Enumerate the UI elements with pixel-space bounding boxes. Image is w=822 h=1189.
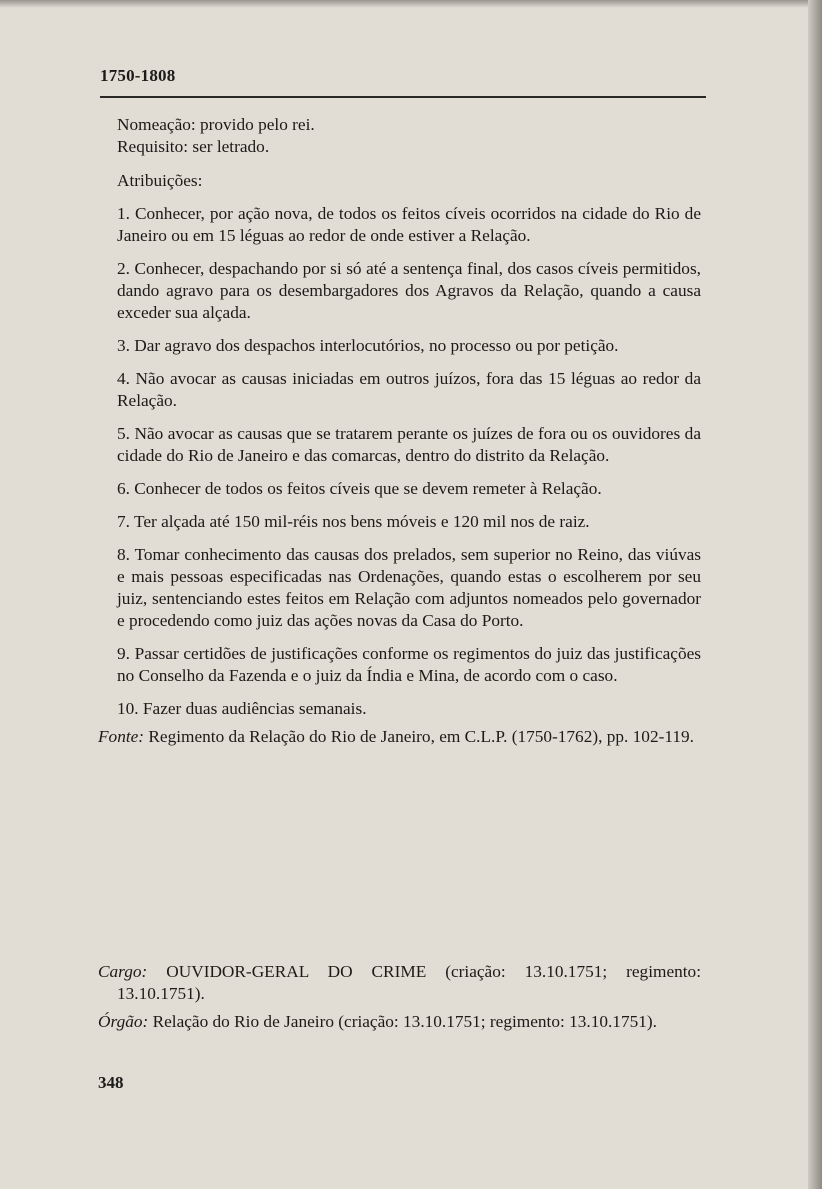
cargo-label: Cargo: [98,962,148,981]
source-citation [98,726,701,748]
list-item: 1. Conhecer, por ação nova, de todos os feitos cíveis ocorridos na cidade do Rio de Janeiro ou em 15 léguas ao redor de onde estiver a Relação. [117,204,701,245]
list-item: 3. Dar agravo dos despachos interlocutórios, no processo ou por petição. [117,336,619,355]
orgao-text: Relação do Rio de Janeiro (criação: 13.10.1751; regimento: 13.10.1751). [148,1012,657,1031]
header-rule [100,96,706,98]
requisito-line: Requisito: ser letrado. [117,137,270,156]
atribuicoes-heading: Atribuições: [117,171,203,190]
orgao-line [98,1011,701,1033]
cargo-text: OUVIDOR-GERAL DO CRIME (criação: 13.10.1751; regimento: 13.10.1751). [117,962,701,1003]
list-item: 2. Conhecer, despachando por si só até a sentença final, dos casos cíveis permitidos, dando agravo para os desembargadores dos Agravos da Relação, quando a causa exceder sua alçada. [117,259,701,322]
list-item: 8. Tomar conhecimento das causas dos prelados, sem superior no Reino, das viúvas e mais pessoas especificadas nas Ordenações, quando estas o escolherem por seu juiz, sentenciando estes feitos em Relação com adjuntos nomeados pelo governador e procedendo como juiz das ações novas da Casa do Porto. [117,545,701,630]
page-top-shadow [0,0,822,8]
list-item: 5. Não avocar as causas que se tratarem perante os juízes de fora ou os ouvidores da cidade do Rio de Janeiro e das comarcas, dentro do distrito da Relação. [117,424,701,465]
list-item: 7. Ter alçada até 150 mil-réis nos bens móveis e 120 mil nos de raiz. [117,512,590,531]
orgao-label: Órgão: [98,1012,149,1031]
list-item: 6. Conhecer de todos os feitos cíveis que se devem remeter à Relação. [117,479,602,498]
nomeacao-line: Nomeação: provido pelo rei. [117,115,315,134]
list-item: 10. Fazer duas audiências semanais. [117,699,367,718]
list-item: 4. Não avocar as causas iniciadas em outros juízos, fora das 15 léguas ao redor da Relação. [117,369,701,410]
running-head: 1750-1808 [100,66,176,85]
list-item: 9. Passar certidões de justificações conforme os regimentos do juiz das justificações no Conselho da Fazenda e o juiz da Índia e Mina, de acordo com o caso. [117,644,701,685]
main-text [98,114,701,748]
fonte-text: Regimento da Relação do Rio de Janeiro, em C.L.P. (1750-1762), pp. 102-119. [144,727,694,746]
page-number: 348 [98,1073,124,1092]
page-right-edge [808,0,822,1189]
fonte-label: Fonte: [98,727,145,746]
cargo-line [98,961,701,1005]
next-entry [98,961,701,1039]
